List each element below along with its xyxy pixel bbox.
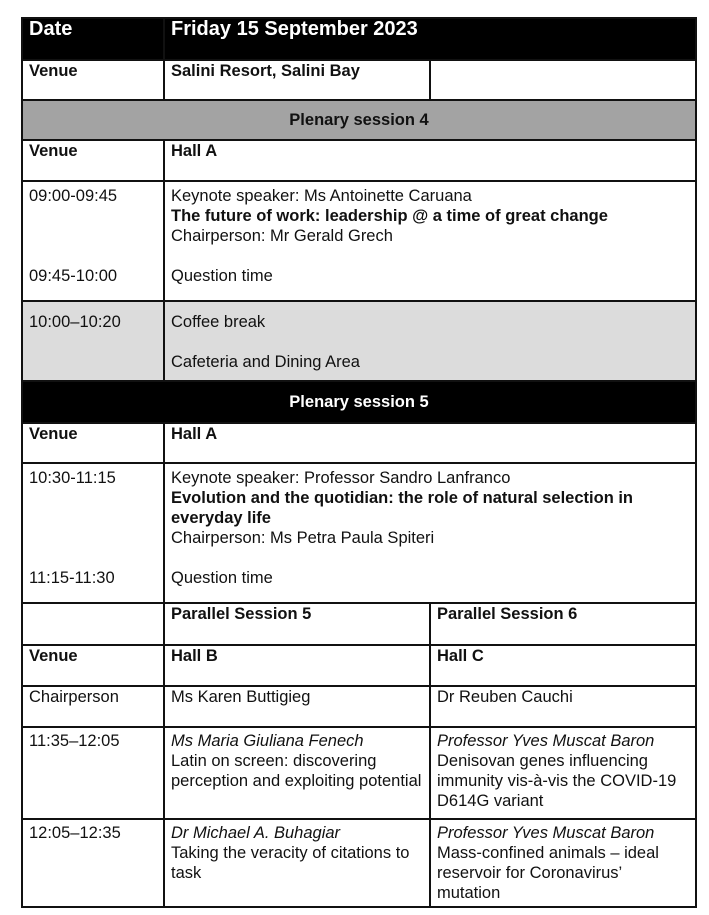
plenary4-keynote-row: [22, 181, 696, 301]
date-value: Friday 15 September 2023: [164, 18, 696, 60]
parallel-session-b: Parallel Session 6: [430, 603, 696, 645]
coffee-details: [164, 301, 696, 381]
schedule-table: [21, 17, 697, 908]
plenary5-venue-row: [22, 423, 696, 463]
slot-b: [430, 819, 696, 907]
plenary4-keynote-time: 09:00-09:45: [29, 187, 118, 205]
parallel-chair-label: Chairperson: [22, 686, 164, 727]
coffee-time: 10:00–10:20: [22, 301, 164, 381]
plenary4-question-time: 09:45-10:00: [29, 267, 118, 285]
parallel-header-row: [22, 603, 696, 645]
slot-a-title: Taking the veracity of citations to task: [171, 844, 410, 882]
parallel-chair-a: Ms Karen Buttigieg: [164, 686, 430, 727]
coffee-row: [22, 301, 696, 381]
parallel-venue-a: Hall B: [164, 645, 430, 686]
plenary5-speaker: Keynote speaker: Professor Sandro Lanfranco: [171, 469, 511, 487]
plenary4-venue: Hall A: [164, 140, 696, 181]
slot-b: [430, 727, 696, 819]
plenary5-header-row: [22, 381, 696, 423]
parallel-chair-b: Dr Reuben Cauchi: [430, 686, 696, 727]
plenary5-chair: Chairperson: Ms Petra Paula Spiteri: [171, 529, 435, 547]
parallel-venue-label: Venue: [22, 645, 164, 686]
plenary5-question-time: 11:15-11:30: [29, 569, 115, 587]
venue-row: [22, 60, 696, 100]
plenary5-question-label: Question time: [171, 569, 273, 587]
parallel-venue-row: [22, 645, 696, 686]
slot-b-speaker: Professor Yves Muscat Baron: [437, 824, 655, 842]
plenary4-speaker: Keynote speaker: Ms Antoinette Caruana: [171, 187, 472, 205]
plenary5-title: Plenary session 5: [22, 381, 696, 423]
slot-b-title: Mass-confined animals – ideal reservoir for Coronavirus’ mutation: [437, 844, 659, 902]
plenary5-keynote-time: 10:30-11:15: [29, 469, 116, 487]
coffee-label: Coffee break: [171, 313, 266, 331]
plenary5-details: [164, 463, 696, 603]
venue-empty-cell: [430, 60, 696, 100]
plenary5-keynote-row: [22, 463, 696, 603]
plenary4-chair: Chairperson: Mr Gerald Grech: [171, 227, 393, 245]
plenary4-venue-label: Venue: [22, 140, 164, 181]
slot-a-speaker: Dr Michael A. Buhagiar: [171, 824, 341, 842]
plenary4-venue-row: [22, 140, 696, 181]
plenary4-question-label: Question time: [171, 267, 273, 285]
slot-b-speaker: Professor Yves Muscat Baron: [437, 732, 655, 750]
slot-b-title: Denisovan genes influencing immunity vis-à-vis the COVID-19 D614G variant: [437, 752, 677, 810]
coffee-location: Cafeteria and Dining Area: [171, 353, 360, 371]
slot-time: 12:05–12:35: [22, 819, 164, 907]
plenary5-times: [22, 463, 164, 603]
slot-time: 11:35–12:05: [22, 727, 164, 819]
plenary4-times: [22, 181, 164, 301]
table-row: [22, 819, 696, 907]
slot-a: [164, 727, 430, 819]
plenary5-venue-label: Venue: [22, 423, 164, 463]
slot-a-speaker: Ms Maria Giuliana Fenech: [171, 732, 364, 750]
parallel-empty-cell: [22, 603, 164, 645]
plenary5-venue: Hall A: [164, 423, 696, 463]
parallel-venue-b: Hall C: [430, 645, 696, 686]
slot-a: [164, 819, 430, 907]
table-row: [22, 727, 696, 819]
parallel-session-a: Parallel Session 5: [164, 603, 430, 645]
plenary5-talk-title: Evolution and the quotidian: the role of natural selection in everyday life: [171, 489, 634, 527]
venue-value: Salini Resort, Salini Bay: [164, 60, 430, 100]
plenary4-details: [164, 181, 696, 301]
plenary4-header-row: [22, 100, 696, 140]
plenary4-talk-title: The future of work: leadership @ a time of great change: [171, 207, 608, 225]
slot-a-title: Latin on screen: discovering perception and exploiting potential: [171, 752, 422, 790]
plenary4-title: Plenary session 4: [22, 100, 696, 140]
venue-label: Venue: [22, 60, 164, 100]
date-label: Date: [22, 18, 164, 60]
parallel-chair-row: [22, 686, 696, 727]
date-row: [22, 18, 696, 60]
